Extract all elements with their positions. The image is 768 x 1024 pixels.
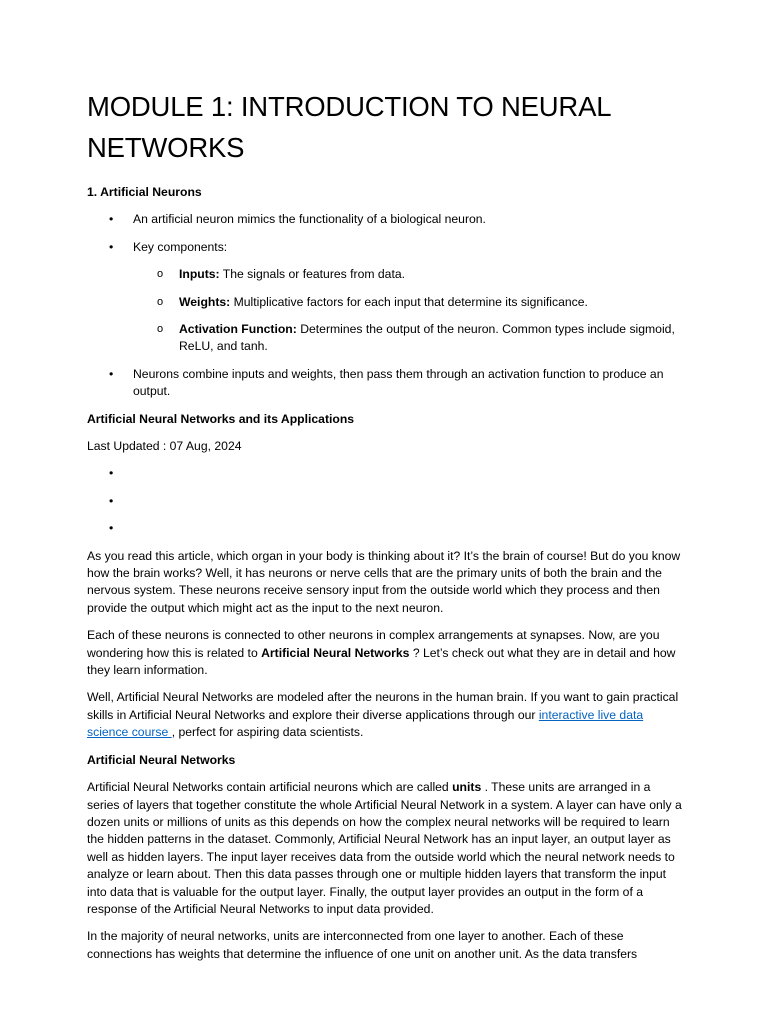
list-item-text: Key components: bbox=[133, 239, 228, 254]
paragraph-text: Well, Artificial Neural Networks are modeled after the neurons in the human brain. If you want to gain practical skills in Artificial Neural Networks and explore their diverse applications through our bbox=[87, 690, 679, 722]
paragraph-text: Artificial Neural Networks contain artificial neurons which are called bbox=[87, 780, 453, 795]
sub-bullet-marker: o bbox=[157, 323, 164, 336]
term-description: Multiplicative factors for each input that determine its significance. bbox=[230, 294, 588, 309]
paragraph-text: , perfect for aspiring data scientists. bbox=[171, 725, 364, 740]
sub-bullet-marker: o bbox=[157, 295, 164, 308]
course-link[interactable]: interactive live data science course bbox=[87, 707, 644, 740]
bullet-marker: • bbox=[109, 239, 114, 254]
bold-term: Artificial Neural Networks bbox=[261, 645, 410, 660]
page-title: MODULE 1: INTRODUCTION TO NEURAL NETWORKS bbox=[87, 91, 611, 163]
bullet-marker: • bbox=[109, 212, 114, 227]
document-page bbox=[87, 86, 683, 973]
paragraph-units bbox=[87, 779, 683, 918]
empty-list-item bbox=[87, 520, 683, 537]
paragraph-connections: In the majority of neural networks, units are interconnected from one layer to another. Each of these connections has weights that determine the influence of one unit on another unit. As the data transfers bbox=[87, 929, 638, 961]
paragraph-course bbox=[87, 689, 683, 741]
paragraph-synapses bbox=[87, 627, 683, 679]
bullet-marker: • bbox=[109, 493, 114, 508]
sub-bullet-marker: o bbox=[157, 268, 164, 281]
empty-list-item bbox=[87, 493, 683, 510]
paragraph-text: ? Let’s check out what they are in detail and how they learn information. bbox=[87, 645, 676, 678]
bullet-marker: • bbox=[109, 521, 114, 536]
list-item bbox=[87, 211, 683, 228]
empty-list-item bbox=[87, 465, 683, 482]
term-inputs: Inputs: bbox=[179, 267, 220, 282]
paragraph-text: Each of these neurons is connected to other neurons in complex arrangements at synapses. Now, are you wondering how this is related to bbox=[87, 628, 660, 660]
term-description: The signals or features from data. bbox=[219, 267, 406, 282]
list-item-text: Neurons combine inputs and weights, then pass them through an activation function to produce an output. bbox=[133, 366, 664, 399]
list-item bbox=[87, 239, 683, 256]
bullet-marker: • bbox=[109, 466, 114, 481]
section-heading-artificial-neurons: 1. Artificial Neurons bbox=[87, 185, 202, 199]
artificial-neurons-list bbox=[87, 211, 683, 400]
paragraph-intro: As you read this article, which organ in your body is thinking about it? It’s the brain of course! But do you know how the brain works? Well, it has neurons or nerve cells that are the primary units of both the brain and the nervous system. These neurons receive sensory input from the outside world which they process and then provide the output which might act as the input to the next neuron. bbox=[87, 548, 681, 615]
list-item-text: An artificial neuron mimics the functionality of a biological neuron. bbox=[133, 212, 486, 227]
term-description: Determines the output of the neuron. Common types include sigmoid, ReLU, and tanh. bbox=[179, 322, 675, 354]
list-item bbox=[87, 366, 683, 401]
empty-bullet-list bbox=[87, 465, 683, 537]
bold-term: units bbox=[452, 780, 482, 795]
paragraph-text: . These units are arranged in a series of layers that together constitute the whole Artificial Neural Network in a system. A layer can have only a dozen units or millions of units as this depends on how the complex neural networks will be required to learn the hidden patterns in the dataset. Commonly, Artificial Neural Network has an input layer, an output layer as well as hidden layers. The input layer receives data from the outside world which the neural network needs to analyze or learn about. Then this data passes through one or multiple hidden layers that transform the input into data that is valuable for the output layer. Finally, the output layer provides an output in the form of a response of the Artificial Neural Networks to input data provided. bbox=[87, 780, 682, 916]
sub-list-item bbox=[87, 321, 683, 356]
bullet-marker: • bbox=[109, 366, 114, 381]
last-updated: Last Updated : 07 Aug, 2024 bbox=[87, 439, 242, 454]
article-heading: Artificial Neural Networks and its Applications bbox=[87, 411, 355, 426]
subheading-ann: Artificial Neural Networks bbox=[87, 752, 236, 767]
sub-list-item bbox=[87, 266, 683, 283]
term-activation-function: Activation Function: bbox=[179, 322, 297, 337]
sub-list-item bbox=[87, 294, 683, 311]
term-weights: Weights: bbox=[179, 294, 231, 309]
